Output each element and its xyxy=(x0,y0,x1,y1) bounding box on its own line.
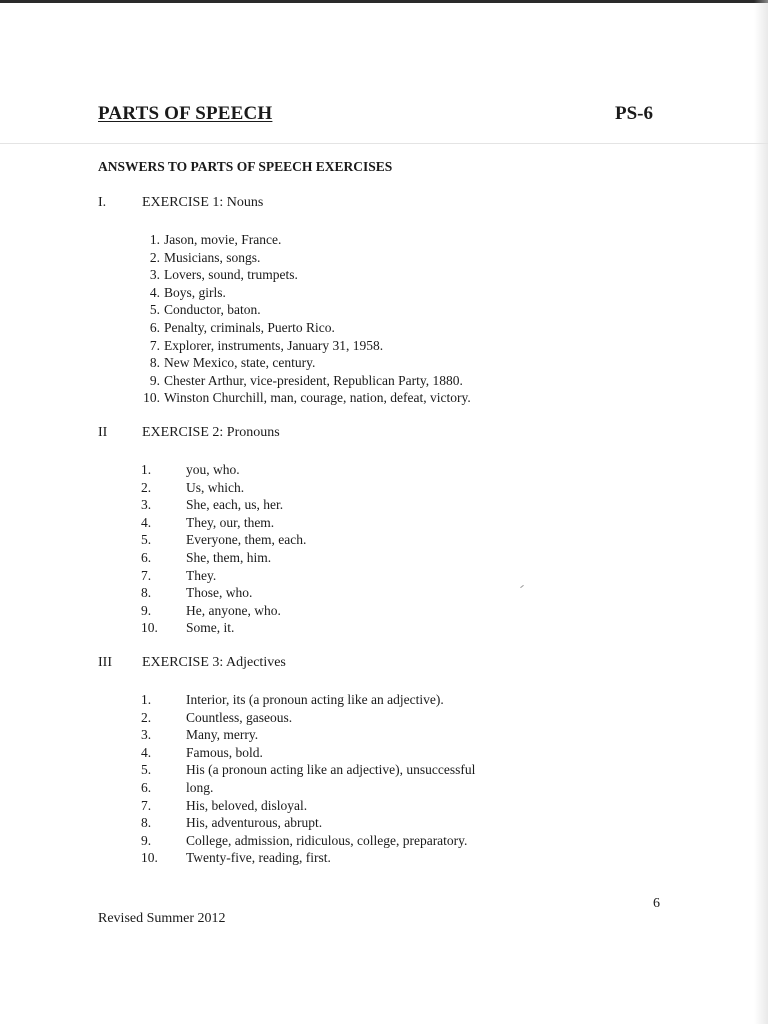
item-number: 5. xyxy=(141,532,152,548)
item-text: Jason, movie, France. xyxy=(164,232,282,247)
item-number: 8. xyxy=(141,585,152,601)
item-text: They. xyxy=(186,567,217,583)
item-text: Some, it. xyxy=(186,620,235,636)
exercise-numeral: I. xyxy=(98,195,107,210)
item-text: Interior, its (a pronoun acting like an adjective). xyxy=(186,692,444,707)
item-text: His (a pronoun acting like an adjective), unsuccessful xyxy=(186,762,476,778)
page-title: PARTS OF SPEECH xyxy=(98,103,273,124)
scan-speck xyxy=(520,585,524,588)
item-number: 5. xyxy=(149,302,160,318)
item-text: Musicians, songs. xyxy=(164,249,261,265)
section-heading: ANSWERS TO PARTS OF SPEECH EXERCISES xyxy=(98,159,393,174)
item-text: Famous, bold. xyxy=(186,744,263,760)
item-number: 1. xyxy=(149,232,160,247)
item-text: She, each, us, her. xyxy=(186,497,284,513)
item-text: Boys, girls. xyxy=(164,284,226,300)
item-number: 10. xyxy=(141,850,158,866)
item-number: 9. xyxy=(141,832,152,848)
scan-top-edge xyxy=(0,0,768,3)
item-number: 3. xyxy=(149,267,160,283)
item-number: 10. xyxy=(143,390,160,406)
item-text: Countless, gaseous. xyxy=(186,709,293,725)
item-text: you, who. xyxy=(186,462,240,477)
item-number: 1. xyxy=(141,462,152,477)
item-number: 9. xyxy=(149,372,160,388)
item-text: Everyone, them, each. xyxy=(186,532,307,548)
item-text: long. xyxy=(186,779,214,795)
item-number: 3. xyxy=(141,497,152,513)
item-text: College, admission, ridiculous, college, preparatory. xyxy=(186,832,468,848)
exercise-title: EXERCISE 1: Nouns xyxy=(142,195,264,210)
item-text: Chester Arthur, vice-president, Republican Party, 1880. xyxy=(164,372,463,388)
header-fold-line xyxy=(0,143,768,144)
item-number: 2. xyxy=(141,479,152,495)
page-number: 6 xyxy=(653,896,660,911)
item-text: Us, which. xyxy=(186,479,245,495)
item-text: He, anyone, who. xyxy=(186,602,281,618)
item-number: 7. xyxy=(141,567,152,583)
item-number: 10. xyxy=(141,620,158,636)
item-text: Those, who. xyxy=(186,585,253,601)
item-text: Twenty-five, reading, first. xyxy=(186,850,331,866)
item-number: 4. xyxy=(149,284,160,300)
item-number: 7. xyxy=(141,797,152,813)
item-number: 4. xyxy=(141,744,152,760)
item-text: Many, merry. xyxy=(186,727,259,743)
item-text: She, them, him. xyxy=(186,549,272,565)
exercise-numeral: III xyxy=(98,655,112,670)
item-text: His, beloved, disloyal. xyxy=(186,797,308,813)
item-number: 9. xyxy=(141,602,152,618)
exercise-numeral: II xyxy=(98,425,108,440)
item-number: 5. xyxy=(141,762,152,778)
item-number: 2. xyxy=(141,709,152,725)
item-text: New Mexico, state, century. xyxy=(164,355,316,371)
item-text: His, adventurous, abrupt. xyxy=(186,815,323,831)
item-text: Penalty, criminals, Puerto Rico. xyxy=(164,319,335,335)
exercise-title: EXERCISE 2: Pronouns xyxy=(142,425,280,440)
item-text: Conductor, baton. xyxy=(164,302,261,318)
item-number: 8. xyxy=(141,815,152,831)
item-text: Lovers, sound, trumpets. xyxy=(164,267,298,283)
item-number: 1. xyxy=(141,692,152,707)
item-number: 7. xyxy=(149,337,160,353)
item-text: They, our, them. xyxy=(186,514,275,530)
item-number: 6. xyxy=(149,319,160,335)
scan-right-edge-shadow xyxy=(754,0,768,1024)
item-text: Explorer, instruments, January 31, 1958. xyxy=(164,337,384,353)
item-number: 2. xyxy=(149,249,160,265)
item-number: 4. xyxy=(141,514,152,530)
item-number: 6. xyxy=(141,779,152,795)
revision-note: Revised Summer 2012 xyxy=(98,911,226,926)
exercise-title: EXERCISE 3: Adjectives xyxy=(142,655,286,670)
item-number: 3. xyxy=(141,727,152,743)
item-text: Winston Churchill, man, courage, nation, defeat, victory. xyxy=(164,390,471,406)
item-number: 6. xyxy=(141,549,152,565)
item-number: 8. xyxy=(149,355,160,371)
page-code: PS-6 xyxy=(615,103,653,124)
